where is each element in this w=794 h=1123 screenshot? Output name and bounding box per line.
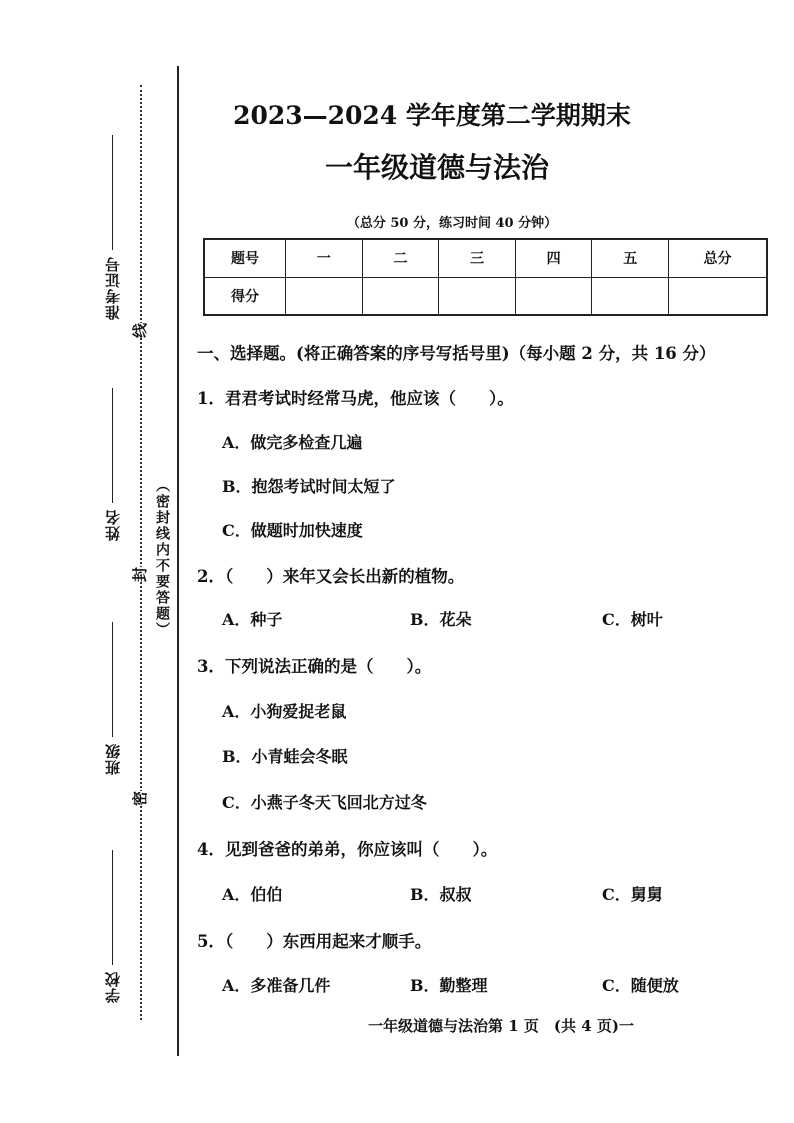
question-3-option-a: A．小狗爱捉老鼠	[222, 702, 347, 721]
col-header: 题号	[204, 239, 286, 277]
exam-note: （总分 50 分，练习时间 40 分钟）	[346, 216, 558, 231]
total-score-cell[interactable]	[669, 277, 768, 315]
page-footer: 一年级道德与法治第 1 页 (共 4 页)一	[368, 1017, 634, 1035]
seal-char-seal: 封	[127, 567, 152, 582]
question-4-option-a: A．伯伯	[222, 885, 283, 904]
col-header: 一	[286, 239, 363, 277]
subject-title: 一年级道德与法治	[324, 151, 549, 184]
question-5: 5．（ ）东西用起来才顺手。	[197, 932, 432, 951]
col-header: 二	[362, 239, 439, 277]
school-label: 学校	[104, 971, 122, 1003]
score-table	[203, 238, 768, 316]
score-cell[interactable]	[362, 277, 439, 315]
question-3: 3．下列说法正确的是（ ）。	[197, 657, 432, 676]
col-header: 五	[592, 239, 669, 277]
score-cell[interactable]	[439, 277, 516, 315]
col-header: 四	[515, 239, 592, 277]
question-2: 2．（ ）来年又会长出新的植物。	[197, 567, 465, 586]
name-field[interactable]	[102, 388, 123, 541]
question-1-option-b: B．抱怨考试时间太短了	[222, 477, 396, 496]
seal-char-secret: 密	[127, 791, 152, 806]
score-cell[interactable]	[592, 277, 669, 315]
question-5-option-b: B．勤整理	[410, 976, 488, 995]
question-1-option-a: A．做完多检查几遍	[222, 433, 363, 452]
score-table-header-row	[204, 239, 767, 277]
question-4-option-c: C．舅舅	[602, 885, 663, 904]
class-label: 班级	[104, 743, 122, 775]
question-4-option-b: B．叔叔	[410, 885, 472, 904]
question-3-option-b: B．小青蛙会冬眠	[222, 747, 348, 766]
question-4: 4．见到爸爸的弟弟，你应该叫（ ）。	[197, 840, 498, 859]
seal-note: （密封线内不要答题）	[154, 478, 170, 638]
score-cell[interactable]	[515, 277, 592, 315]
section-title: 一、选择题。(将正确答案的序号写括号里)（每小题 2 分，共 16 分）	[197, 344, 716, 363]
name-label: 姓名	[104, 509, 122, 541]
question-2-option-b: B．花朵	[410, 610, 472, 629]
exam-number-label: 准考证号	[104, 256, 122, 320]
score-table-row	[204, 277, 767, 315]
seal-char-line: 线	[127, 323, 152, 338]
question-1: 1．君君考试时经常马虎，他应该（ ）。	[197, 389, 514, 408]
school-field[interactable]	[102, 850, 123, 1003]
question-5-option-c: C．随便放	[602, 976, 679, 995]
question-1-option-c: C．做题时加快速度	[222, 521, 363, 540]
question-2-option-a: A．种子	[222, 610, 283, 629]
question-3-option-c: C．小燕子冬天飞回北方过冬	[222, 793, 427, 812]
question-2-option-c: C．树叶	[602, 610, 663, 629]
question-5-option-a: A．多准备几件	[222, 976, 331, 995]
class-field[interactable]	[102, 622, 123, 775]
col-header: 总分	[669, 239, 768, 277]
row-label: 得分	[204, 277, 286, 315]
exam-title: 2023—2024 学年度第二学期期末	[233, 101, 631, 130]
score-cell[interactable]	[286, 277, 363, 315]
col-header: 三	[439, 239, 516, 277]
